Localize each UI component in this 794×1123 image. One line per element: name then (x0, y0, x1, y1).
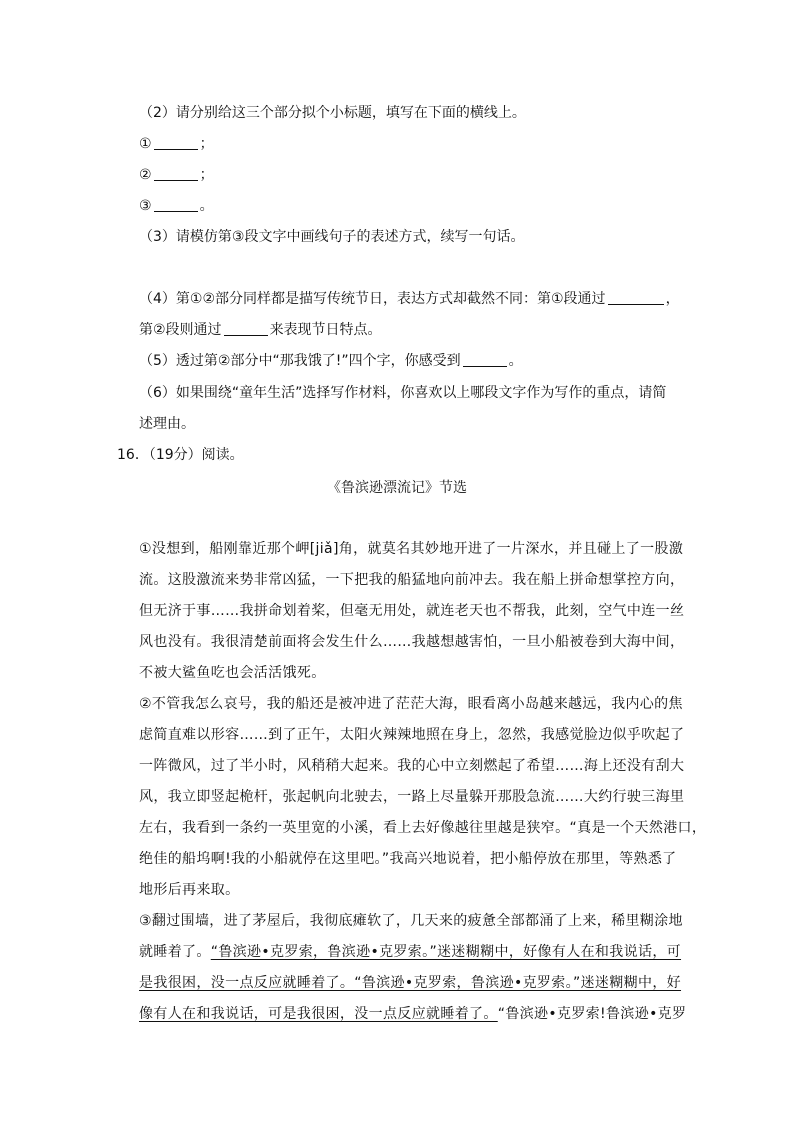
passage-title: 《鲁滨逊漂流记》节选 (327, 480, 467, 496)
question-3 (139, 227, 524, 247)
question-2-item-2 (139, 165, 214, 185)
question-4-text-2: 第②段则通过 (139, 322, 222, 338)
answer-blank[interactable] (154, 135, 198, 150)
passage-line: 地形后再来取。 (139, 882, 240, 898)
passage-line: 一阵微风，过了半小时，风稍稍大起来。我的心中立刻燃起了希望……海上还没有刮大 (139, 758, 685, 774)
question-4-text: （4）第①②部分同样都是描写传统节日，表达方式却截然不同：第①段通过 (139, 291, 606, 307)
passage-line: 风也没有。我很清楚前面将会发生什么……我越想越害怕，一旦小船被卷到大海中间， (139, 634, 685, 650)
passage-line: 风，我立即竖起桅杆，张起帆向北驶去，一路上尽量躲开那股急流……大约行驶三海里 (139, 789, 685, 805)
answer-blank[interactable] (224, 321, 268, 336)
punctuation: ， (665, 291, 680, 307)
answer-blank[interactable] (154, 166, 198, 181)
passage-line: ②不管我怎么哀号，我的船还是被冲进了茫茫大海，眼看离小岛越来越远，我内心的焦 (139, 696, 683, 712)
question-3-text: （3）请模仿第③段文字中画线句子的表述方式，续写一句话。 (139, 229, 525, 245)
item-end: ； (199, 136, 214, 152)
question-5-text: （5）透过第②部分中“那我饿了!”四个字，你感受到 (139, 353, 461, 369)
question-16-header (117, 445, 244, 465)
question-5 (139, 351, 523, 371)
question-2-text: （2）请分别给这三个部分拟个小标题，填写在下面的横线上。 (139, 105, 526, 121)
question-2 (139, 103, 526, 123)
question-4-line-2 (139, 320, 382, 340)
passage-line: 但无济于事……我拼命划着桨，但毫无用处，就连老天也不帮我，此刻，空气中连一丝 (139, 603, 685, 619)
question-6-line-2 (139, 414, 195, 434)
answer-blank[interactable] (608, 290, 664, 305)
question-4-line-1 (139, 289, 680, 309)
question-6-text-2: 述理由。 (139, 416, 195, 432)
passage-line: 流。这股激流来势非常凶猛，一下把我的船猛地向前冲去。我在船上拼命想掌控方向， (139, 572, 685, 588)
passage-line (139, 942, 682, 962)
item-end: 。 (199, 198, 214, 214)
underlined-sentence: 像有人在和我说话，可是我很困，没一点反应就睡着了。 (139, 1006, 498, 1022)
passage-line (139, 1004, 687, 1024)
question-16-text: 16．（19分）阅读。 (117, 447, 244, 463)
passage-line: ③翻过围墙，进了茅屋后，我彻底瘫软了，几天来的疲惫全部都涌了上来，稀里糊涂地 (139, 913, 683, 929)
question-2-item-1 (139, 134, 214, 154)
passage-line: 虑简直难以形容……到了正午，太阳火辣辣地照在身上，忽然，我感觉脸边似乎吹起了 (139, 727, 685, 743)
underlined-sentence: 是我很困，没一点反应就睡着了。“鲁滨逊•克罗索，鲁滨逊•克罗索。”迷迷糊糊中，好 (139, 975, 682, 991)
item-end: ； (199, 167, 214, 183)
question-6-text: （6）如果围绕“童年生活”选择写作材料，你喜欢以上哪段文字作为写作的重点，请简 (139, 385, 667, 401)
item-number: ① (139, 136, 152, 152)
answer-blank[interactable] (154, 197, 198, 212)
passage-line: 不被大鲨鱼吃也会活活饿死。 (139, 665, 326, 681)
underlined-sentence: “鲁滨逊•克罗索，鲁滨逊•克罗索。”迷迷糊糊中，好像有人在和我说话，可 (210, 944, 682, 960)
passage-line: 左右，我看到一条约一英里宽的小溪，看上去好像越往里越是狭窄。“真是一个天然港口， (139, 820, 707, 836)
answer-blank[interactable] (463, 352, 507, 367)
punctuation: 。 (508, 353, 523, 369)
passage-text: 就睡着了。 (139, 944, 211, 960)
question-6-line-1 (139, 383, 666, 403)
item-number: ③ (139, 198, 152, 214)
question-2-item-3 (139, 196, 214, 216)
passage-line: 绝佳的船坞啊!我的小船就停在这里吧。”我高兴地说着，把小船停放在那里，等熟悉了 (139, 851, 677, 867)
passage-line: ①没想到，船刚靠近那个岬[jiǎ]角，就莫名其妙地开进了一片深水，并且碰上了一股激 (139, 541, 684, 557)
item-number: ② (139, 167, 152, 183)
passage-text: “鲁滨逊•克罗索!鲁滨逊•克罗 (497, 1006, 687, 1022)
question-4-text-3: 来表现节日特点。 (269, 322, 382, 338)
